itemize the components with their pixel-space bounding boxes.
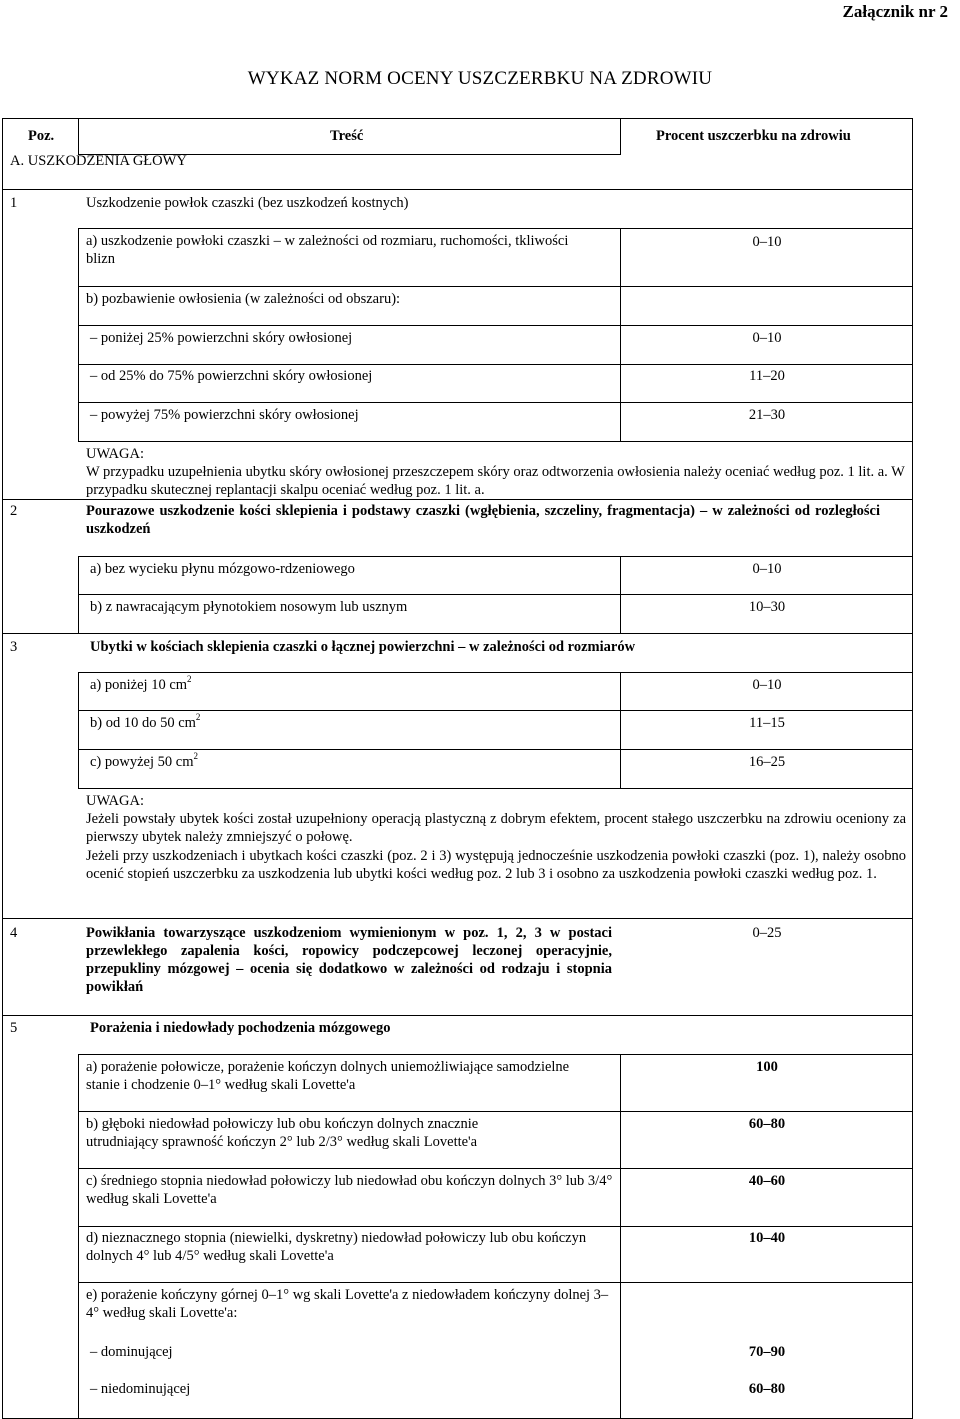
item-percent: 10–30 [748, 599, 786, 615]
item-text: a) bez wycieku płynu mózgowo-rdzeniowego [90, 561, 355, 577]
item-text: a) uszkodzenie powłoki czaszki – w zależności od rozmiaru, ruchomości, tkliwości blizn [86, 233, 569, 267]
item-percent: 0–10 [752, 330, 782, 346]
item-percent: 0–10 [752, 561, 782, 577]
note-label: UWAGA: [86, 446, 144, 462]
item-text: a) porażenie połowicze, porażenie kończyn dolnych uniemożliwiające samodzielne stanie i chodzenie 0–1° według skali Lovette'a [86, 1059, 570, 1093]
item-text: b) z nawracającym płynotokiem nosowym lub usznym [90, 599, 408, 615]
item-percent: 10–40 [748, 1230, 786, 1246]
pos-title: Powikłania towarzyszące uszkodzeniom wymienionym w poz. 1, 2, 3 w postaci przewlekłego zapalenia kości, ropowicy podczepcowej leczonej operacyjnie, przepukliny mózgowej – ocenia się dodatkowo w zależności od rodzaju i stopnia powikłań [86, 925, 612, 995]
item-text: a) poniżej 10 $cm^2$ [90, 674, 192, 693]
item-text: d) nieznacznego stopnia (niewielki, dyskretny) niedowład połowiczy lub obu kończyn dolnych 4° lub 4/5° według skali Lovette'a [86, 1230, 587, 1264]
item-percent: 60–80 [748, 1116, 786, 1132]
header-content: Treść [330, 128, 364, 144]
item-percent: 11–15 [749, 715, 785, 731]
item-text: c) średniego stopnia niedowład połowiczy lub niedowład obu kończyn dolnych 3° lub 3/4° według skali Lovette'a [86, 1173, 613, 1207]
item-text: – od 25% do 75% powierzchni skóry owłosionej [90, 368, 373, 384]
note-text: W przypadku uzupełnienia ubytku skóry owłosionej przeszczepem skóry oraz odtworzenia owłosienia należy oceniać według poz. 1 lit. a. W przypadku skutecznej replantacji skalpu oceniać według poz. 1 lit. a. [86, 464, 905, 498]
pos-number: 4 [10, 925, 18, 941]
section-heading: A. USZKODZENIA GŁOWY [10, 153, 187, 169]
item-text: – poniżej 25% powierzchni skóry owłosionej [90, 330, 353, 346]
annex-label: Załącznik nr 2 [842, 2, 948, 21]
page-title: WYKAZ NORM OCENY USZCZERBKU NA ZDROWIU [247, 68, 713, 89]
item-percent: 40–60 [748, 1173, 786, 1189]
item-text: – powyżej 75% powierzchni skóry owłosionej [90, 407, 359, 423]
pos-title: Pourazowe uszkodzenie kości sklepienia i podstawy czaszki (wgłębienia, szczeliny, fragmentacja) – w zależności od rozległości uszkodzeń [86, 503, 880, 537]
item-text: – niedominującej [90, 1381, 191, 1397]
item-percent: 0–25 [752, 925, 782, 941]
item-percent: 16–25 [748, 754, 786, 770]
item-percent: 0–10 [752, 234, 782, 250]
item-text: e) porażenie kończyny górnej 0–1° wg skali Lovette'a z niedowładem kończyny dolnej 3–4° według skali Lovette'a: [86, 1287, 609, 1321]
note-label: UWAGA: [86, 793, 144, 809]
item-percent: 60–80 [748, 1381, 786, 1397]
item-percent: 21–30 [748, 407, 786, 423]
pos-number: 1 [10, 195, 18, 211]
item-percent: 100 [756, 1059, 778, 1075]
pos-title: Uszkodzenie powłok czaszki (bez uszkodzeń kostnych) [86, 195, 409, 211]
pos-title: Ubytki w kościach sklepienia czaszki o łącznej powierzchni – w zależności od rozmiarów [90, 639, 636, 655]
header-pos: Poz. [28, 128, 55, 144]
item-percent: 70–90 [748, 1344, 786, 1360]
header-percent: Procent uszczerbku na zdrowiu [656, 128, 851, 144]
pos-number: 2 [10, 503, 18, 519]
pos-number: 3 [10, 639, 18, 655]
item-percent: 11–20 [749, 368, 785, 384]
note-text: Jeżeli powstały ubytek kości został uzupełniony operacją plastyczną z dobrym efektem, procent stałego uszczerbku na zdrowiu oceniony za pierwszy ubytek należy zmniejszyć o połowę. [86, 811, 906, 845]
item-text: b) pozbawienie owłosienia (w zależności od obszaru): [86, 291, 401, 307]
item-text: – dominującej [90, 1344, 173, 1360]
pos-number: 5 [10, 1020, 18, 1036]
item-text: b) głęboki niedowład połowiczy lub obu kończyn dolnych znacznie utrudniający sprawność kończyn 2° lub 2/3° według skali Lovette'a [86, 1116, 479, 1150]
item-text: b) od 10 do 50 $cm^2$ [90, 712, 201, 731]
note-text: Jeżeli przy uszkodzeniach i ubytkach kości czaszki (poz. 2 i 3) występują jednocześnie uszkodzenia powłoki czaszki (poz. 1), należy osobno ocenić stopień uszczerbku za uszkodzenia lub ubytki kości według poz. 2 lub 3 i osobno za uszkodzenia powłoki czaszki według poz. 1. [86, 848, 906, 882]
pos-title: Porażenia i niedowłady pochodzenia mózgowego [90, 1020, 391, 1036]
item-percent: 0–10 [752, 677, 782, 693]
item-text: c) powyżej 50 $cm^2$ [90, 751, 198, 770]
